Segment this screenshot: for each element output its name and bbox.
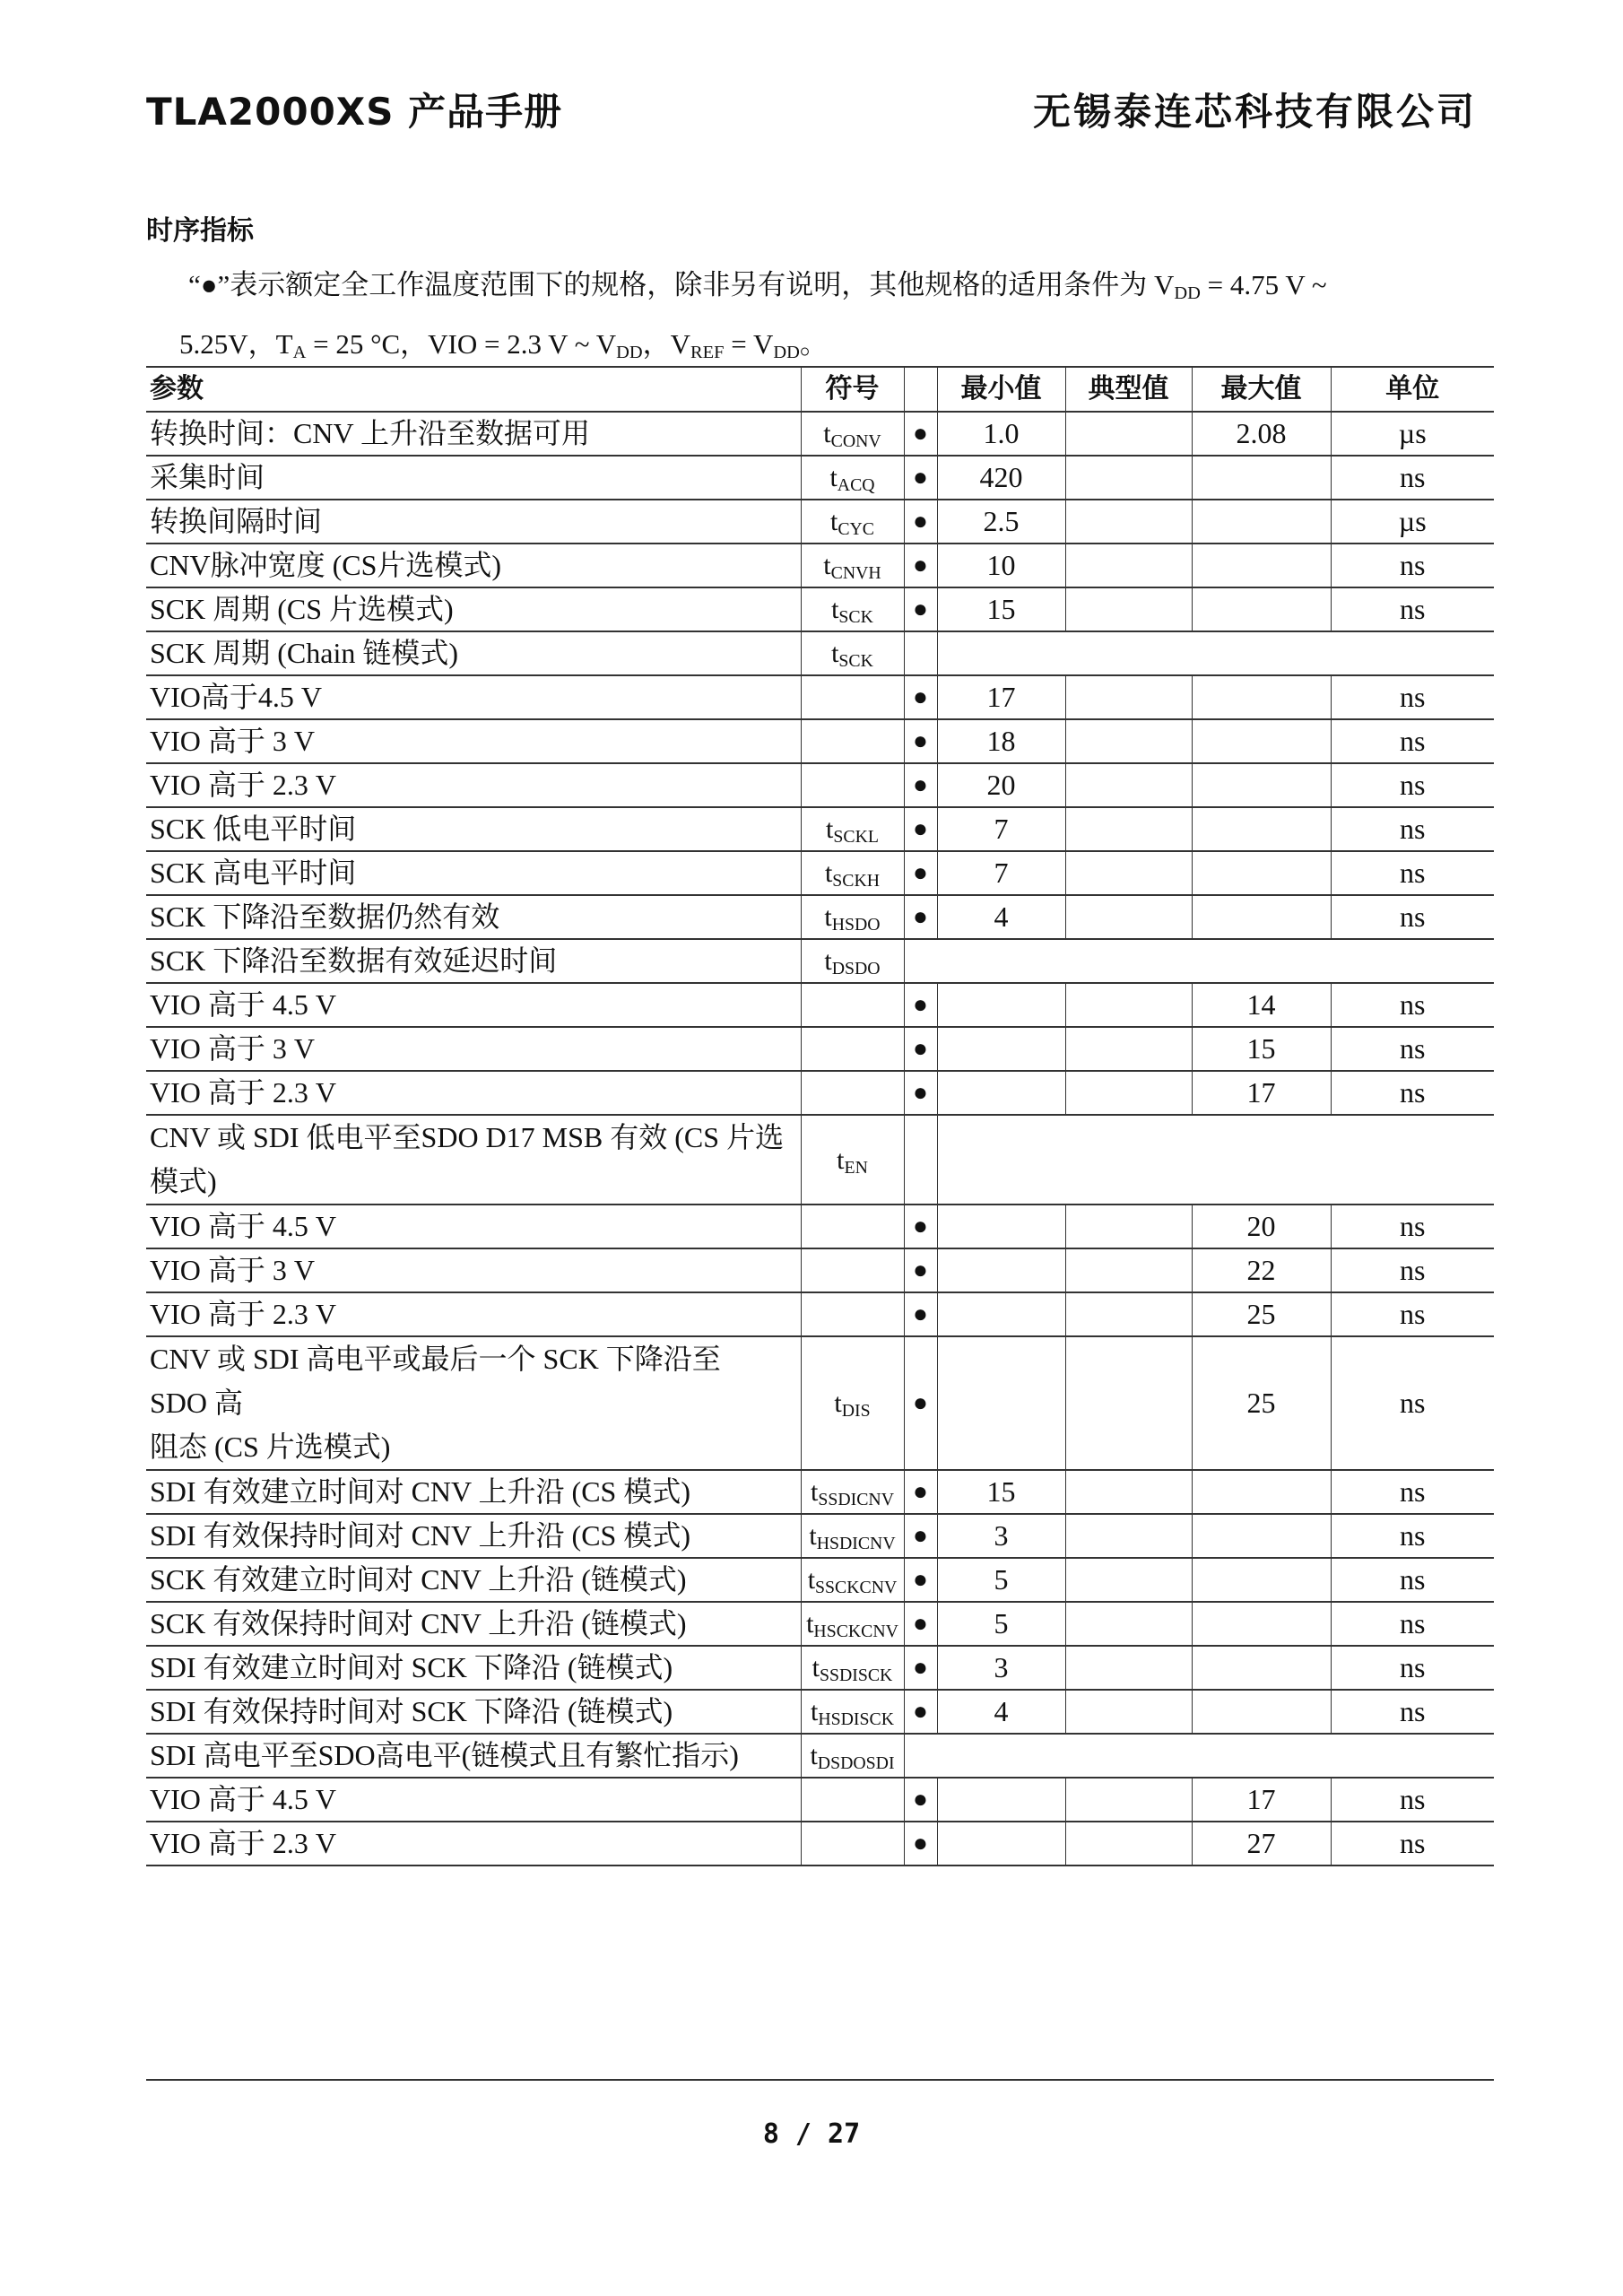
param-cell: SCK 周期 (CS 片选模式) [146,587,801,631]
full-temp-dot: ● [904,1514,937,1558]
max-cell: 14 [1192,983,1331,1027]
typ-cell [1065,1205,1192,1248]
unit-cell: ns [1331,1514,1494,1558]
full-temp-dot: ● [904,544,937,587]
full-temp-dot: ● [904,983,937,1027]
table-row [146,500,1494,544]
full-temp-dot: ● [904,675,937,719]
page-number: 8 / 27 [762,2118,861,2150]
max-cell [1192,1690,1331,1734]
min-cell: 2.5 [937,500,1065,544]
symbol-cell: $t_{DSDOSDI}$ [801,1734,904,1778]
typ-cell [1065,587,1192,631]
table-row [146,851,1494,895]
symbol-cell-empty [801,1027,904,1071]
full-temp-dot: ● [904,1248,937,1292]
full-temp-dot: ● [904,587,937,631]
group-values-empty [937,631,1494,675]
min-cell: 7 [937,851,1065,895]
typ-cell [1065,456,1192,500]
param-cell: SDI 有效建立时间对 CNV 上升沿 (CS 模式) [146,1470,801,1514]
table-group-row [146,1734,1494,1778]
full-temp-dot: ● [904,1027,937,1071]
table-row [146,1292,1494,1336]
full-temp-dot: ● [904,807,937,851]
table-group-row [146,631,1494,675]
max-cell [1192,1602,1331,1646]
typ-cell [1065,1558,1192,1602]
unit-cell: ns [1331,1071,1494,1115]
typ-cell [1065,1470,1192,1514]
param-cell: CNV 或 SDI 低电平至SDO D17 MSB 有效 (CS 片选模式) [146,1115,801,1205]
max-cell: 17 [1192,1071,1331,1115]
header-typ: 典型值 [1065,367,1192,412]
param-cell: VIO 高于 2.3 V [146,763,801,807]
max-cell [1192,763,1331,807]
symbol-cell: $t_{SSDISCK}$ [801,1646,904,1690]
full-temp-dot: ● [904,456,937,500]
symbol-cell: $t_{SCK}$ [801,587,904,631]
dot-cell-empty [904,631,937,675]
unit-cell: ns [1331,1602,1494,1646]
symbol-cell: $t_{EN}$ [801,1115,904,1205]
symbol-cell: $t_{ACQ}$ [801,456,904,500]
max-cell [1192,500,1331,544]
table-row [146,1778,1494,1822]
param-cell: 转换时间：CNV 上升沿至数据可用 [146,412,801,456]
max-cell: 17 [1192,1778,1331,1822]
typ-cell [1065,763,1192,807]
max-cell [1192,1558,1331,1602]
param-cell: SDI 有效建立时间对 SCK 下降沿 (链模式) [146,1646,801,1690]
symbol-cell: $t_{CNVH}$ [801,544,904,587]
typ-cell [1065,1336,1192,1470]
max-cell: 25 [1192,1292,1331,1336]
min-cell [937,1822,1065,1866]
param-cell: VIO 高于 2.3 V [146,1822,801,1866]
table-row [146,807,1494,851]
param-cell: VIO 高于 4.5 V [146,1778,801,1822]
min-cell: 18 [937,719,1065,763]
symbol-cell-empty [801,1822,904,1866]
full-temp-dot: ● [904,1071,937,1115]
timing-spec-table [146,366,1494,1866]
unit-cell: ns [1331,675,1494,719]
max-cell [1192,895,1331,939]
table-row [146,763,1494,807]
max-cell [1192,456,1331,500]
max-cell: 25 [1192,1336,1331,1470]
min-cell: 20 [937,763,1065,807]
table-row [146,1602,1494,1646]
param-cell: SCK 周期 (Chain 链模式) [146,631,801,675]
full-temp-dot: ● [904,1470,937,1514]
header-product-title: TLA2000XS 产品手册 [146,90,563,134]
param-cell: CNV脉冲宽度 (CS片选模式) [146,544,801,587]
unit-cell: ns [1331,763,1494,807]
symbol-cell: $t_{HSDICNV}$ [801,1514,904,1558]
max-cell: 27 [1192,1822,1331,1866]
table-row [146,1514,1494,1558]
param-cell: SCK 有效保持时间对 CNV 上升沿 (链模式) [146,1602,801,1646]
table-row [146,544,1494,587]
symbol-cell-empty [801,1205,904,1248]
conditions-note-line-1: “●”表示额定全工作温度范围下的规格，除非另有说明，其他规格的适用条件为 $V_{DD} = 4.75$ V ~ [188,269,1327,304]
max-cell: 20 [1192,1205,1331,1248]
unit-cell: ns [1331,1027,1494,1071]
symbol-cell-empty [801,763,904,807]
table-row [146,719,1494,763]
min-cell: 3 [937,1514,1065,1558]
unit-cell: µs [1331,500,1494,544]
typ-cell [1065,719,1192,763]
full-temp-dot: ● [904,1778,937,1822]
footer-divider [146,2079,1494,2081]
unit-cell: ns [1331,1690,1494,1734]
symbol-cell-empty [801,719,904,763]
param-cell: 采集时间 [146,456,801,500]
min-cell: 420 [937,456,1065,500]
max-cell [1192,675,1331,719]
full-temp-dot: ● [904,1292,937,1336]
unit-cell: µs [1331,412,1494,456]
unit-cell: ns [1331,1292,1494,1336]
max-cell [1192,1646,1331,1690]
min-cell: 17 [937,675,1065,719]
symbol-cell: $t_{HSCKCNV}$ [801,1602,904,1646]
min-cell: 4 [937,1690,1065,1734]
unit-cell: ns [1331,1205,1494,1248]
full-temp-dot: ● [904,500,937,544]
table-row [146,456,1494,500]
param-cell: VIO 高于 4.5 V [146,1205,801,1248]
symbol-cell-empty [801,1292,904,1336]
max-cell [1192,587,1331,631]
table-row [146,1336,1494,1470]
param-cell: SCK 下降沿至数据仍然有效 [146,895,801,939]
dot-cell-empty [904,1115,937,1205]
table-row [146,412,1494,456]
header-company-name: 无锡泰连芯科技有限公司 [1032,90,1477,134]
typ-cell [1065,895,1192,939]
unit-cell: ns [1331,544,1494,587]
max-cell [1192,544,1331,587]
group-values-empty [904,1734,1494,1778]
full-temp-dot: ● [904,1336,937,1470]
min-cell [937,1071,1065,1115]
typ-cell [1065,1602,1192,1646]
min-cell: 5 [937,1602,1065,1646]
unit-cell: ns [1331,807,1494,851]
min-cell: 3 [937,1646,1065,1690]
unit-cell: ns [1331,983,1494,1027]
typ-cell [1065,1248,1192,1292]
symbol-cell: $t_{CYC}$ [801,500,904,544]
symbol-cell: $t_{HSDISCK}$ [801,1690,904,1734]
symbol-cell: $t_{SCKH}$ [801,851,904,895]
conditions-note-line-2: 5.25V，$T_A = 25$ °C，VIO = 2.3 V ~ $V_{DD}$，$V_{REF} = V_{DD}$。 [179,328,828,363]
param-cell: SCK 下降沿至数据有效延迟时间 [146,939,801,983]
table-row [146,1027,1494,1071]
table-row [146,1205,1494,1248]
symbol-cell: $t_{SSCKCNV}$ [801,1558,904,1602]
symbol-cell-empty [801,1248,904,1292]
min-cell: 4 [937,895,1065,939]
param-cell: SDI 高电平至SDO高电平(链模式且有繁忙指示) [146,1734,801,1778]
min-cell [937,1248,1065,1292]
typ-cell [1065,1514,1192,1558]
symbol-cell: $t_{DSDO}$ [801,939,904,983]
param-cell: VIO 高于 4.5 V [146,983,801,1027]
table-row [146,1646,1494,1690]
param-cell: SDI 有效保持时间对 CNV 上升沿 (CS 模式) [146,1514,801,1558]
full-temp-dot: ● [904,763,937,807]
typ-cell [1065,1690,1192,1734]
param-cell: 转换间隔时间 [146,500,801,544]
max-cell [1192,807,1331,851]
unit-cell: ns [1331,895,1494,939]
table-row [146,1822,1494,1866]
min-cell [937,1205,1065,1248]
section-title: 时序指标 [146,215,254,247]
unit-cell: ns [1331,851,1494,895]
full-temp-dot: ● [904,412,937,456]
param-cell: VIO 高于 2.3 V [146,1071,801,1115]
full-temp-dot: ● [904,895,937,939]
table-row [146,1071,1494,1115]
unit-cell: ns [1331,1558,1494,1602]
symbol-cell-empty [801,675,904,719]
typ-cell [1065,1071,1192,1115]
param-cell: SCK 有效建立时间对 CNV 上升沿 (链模式) [146,1558,801,1602]
header-unit: 单位 [1331,367,1494,412]
full-temp-dot: ● [904,851,937,895]
symbol-cell: $t_{DIS}$ [801,1336,904,1470]
param-cell: SCK 低电平时间 [146,807,801,851]
min-cell: 15 [937,1470,1065,1514]
table-group-row [146,939,1494,983]
unit-cell: ns [1331,1470,1494,1514]
unit-cell: ns [1331,1248,1494,1292]
param-cell: VIO 高于 3 V [146,1027,801,1071]
symbol-cell: $t_{CONV}$ [801,412,904,456]
table-group-row [146,1115,1494,1205]
full-temp-dot: ● [904,1690,937,1734]
min-cell: 10 [937,544,1065,587]
min-cell: 15 [937,587,1065,631]
table-row [146,1248,1494,1292]
max-cell: 22 [1192,1248,1331,1292]
unit-cell: ns [1331,1336,1494,1470]
unit-cell: ns [1331,1646,1494,1690]
table-row [146,675,1494,719]
full-temp-dot: ● [904,1822,937,1866]
symbol-cell-empty [801,1778,904,1822]
typ-cell [1065,1778,1192,1822]
header-symbol: 符号 [801,367,904,412]
typ-cell [1065,983,1192,1027]
typ-cell [1065,1292,1192,1336]
header-max: 最大值 [1192,367,1331,412]
symbol-cell: $t_{SCK}$ [801,631,904,675]
header-param: 参数 [146,367,801,412]
typ-cell [1065,1027,1192,1071]
full-temp-dot: ● [904,1646,937,1690]
typ-cell [1065,412,1192,456]
min-cell: 7 [937,807,1065,851]
min-cell [937,1778,1065,1822]
unit-cell: ns [1331,1778,1494,1822]
table-row [146,587,1494,631]
table-header-row [146,367,1494,412]
min-cell [937,1027,1065,1071]
min-cell: 5 [937,1558,1065,1602]
max-cell [1192,1470,1331,1514]
min-cell [937,1292,1065,1336]
header-dot [904,367,937,412]
header-min: 最小值 [937,367,1065,412]
param-cell: SCK 高电平时间 [146,851,801,895]
table-row [146,1558,1494,1602]
table-row [146,1690,1494,1734]
max-cell [1192,719,1331,763]
table-row [146,895,1494,939]
max-cell [1192,851,1331,895]
param-cell: VIO 高于 2.3 V [146,1292,801,1336]
table-row [146,983,1494,1027]
typ-cell [1065,675,1192,719]
full-temp-dot: ● [904,1205,937,1248]
param-cell: VIO 高于 3 V [146,1248,801,1292]
full-temp-dot: ● [904,1558,937,1602]
max-cell: 15 [1192,1027,1331,1071]
unit-cell: ns [1331,1822,1494,1866]
unit-cell: ns [1331,587,1494,631]
group-values-empty [904,939,1494,983]
unit-cell: ns [1331,719,1494,763]
param-cell: VIO 高于 3 V [146,719,801,763]
symbol-cell: $t_{SSDICNV}$ [801,1470,904,1514]
max-cell [1192,1514,1331,1558]
typ-cell [1065,807,1192,851]
group-values-empty [937,1115,1494,1205]
min-cell: 1.0 [937,412,1065,456]
param-cell: CNV 或 SDI 高电平或最后一个 SCK 下降沿至 SDO 高 阻态 (CS 片选模式) [146,1336,801,1470]
symbol-cell: $t_{SCKL}$ [801,807,904,851]
max-cell: 2.08 [1192,412,1331,456]
typ-cell [1065,544,1192,587]
symbol-cell-empty [801,983,904,1027]
param-cell: VIO高于4.5 V [146,675,801,719]
typ-cell [1065,851,1192,895]
full-temp-dot: ● [904,719,937,763]
param-cell: SDI 有效保持时间对 SCK 下降沿 (链模式) [146,1690,801,1734]
min-cell [937,1336,1065,1470]
unit-cell: ns [1331,456,1494,500]
symbol-cell-empty [801,1071,904,1115]
typ-cell [1065,1822,1192,1866]
typ-cell [1065,500,1192,544]
min-cell [937,983,1065,1027]
typ-cell [1065,1646,1192,1690]
symbol-cell: $t_{HSDO}$ [801,895,904,939]
table-row [146,1470,1494,1514]
full-temp-dot: ● [904,1602,937,1646]
